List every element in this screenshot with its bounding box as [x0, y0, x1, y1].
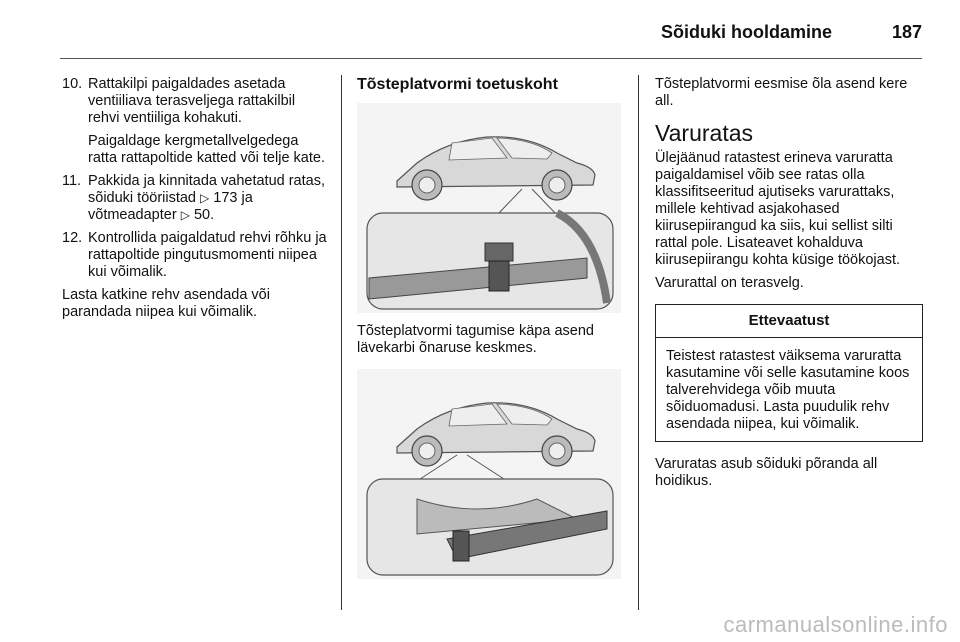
- column-divider-2: [638, 75, 639, 610]
- list-item: [62, 76, 330, 167]
- page-number: 187: [891, 22, 922, 42]
- list-number: 11.: [62, 173, 82, 189]
- warning-title: Ettevaatust: [656, 305, 922, 338]
- warning-text: Teistest ratastest väiksema varuratta kasutamine või selle kasutamine koos talverehvidega võib muuta sõiduomadusi. Lasta puudulik rehv asendada niipea, kui võimalik.: [666, 348, 910, 432]
- list-number: 10.: [62, 76, 83, 92]
- column-left: [62, 76, 330, 327]
- subheading: Tõsteplatvormi toetuskoht: [357, 76, 558, 93]
- list-text: Rattakilpi paigaldades asetada ventiiliava terasveljega rattakilbil rehvi ventiiliga kohakuti.: [88, 76, 296, 126]
- figure-front-lift-point: [357, 103, 621, 313]
- list-item: [62, 173, 330, 224]
- page-reference[interactable]: 173: [213, 190, 238, 206]
- list-number: 12.: [62, 230, 83, 246]
- watermark: carmanualsonline.info: [723, 612, 948, 637]
- intro-text: Tõsteplatvormi eesmise õla asend kere all.: [655, 76, 908, 109]
- list-text: Paigaldage kergmetallvelgedega ratta rattapoltide katted või telje kate.: [88, 133, 325, 166]
- list-text: Pakkida ja kinnitada vahetatud ratas, sõiduki tööriistad ▷ 173 ja võtmeadapter ▷ 50.: [88, 173, 325, 223]
- paragraph: Ülejäänud ratastest erineva varuratta paigaldamisel võib see ratas olla klassifitseeritud ajutiseks varurattaks, millele kehtivad asjakohased kiirusepiirangud ka siis, kui sellist silti rattal pole. Lisateavet kohalduva kiirusepiirangu kohta küsige töökojast.: [655, 150, 901, 268]
- figure-rear-lift-point: [357, 369, 621, 579]
- list-text: Kontrollida paigaldatud rehvi rõhku ja rattapoltide pingutusmomenti niipea kui võimalik.: [88, 230, 327, 280]
- reference-arrow-icon: ▷: [180, 208, 190, 222]
- column-middle: [357, 76, 623, 589]
- paragraph: Varuratas asub sõiduki põranda all hoidikus.: [655, 456, 878, 489]
- closing-text: Lasta katkine rehv asendada või parandada niipea kui võimalik.: [62, 287, 270, 320]
- reference-arrow-icon: ▷: [200, 191, 210, 205]
- header-rule: [60, 58, 922, 59]
- list-item: [62, 230, 330, 281]
- column-divider-1: [341, 75, 342, 610]
- section-title: Sõiduki hooldamine: [660, 22, 832, 42]
- page-header: [0, 0, 960, 62]
- figure-caption: Tõsteplatvormi tagumise käpa asend lävekarbi õnaruse keskmes.: [357, 323, 594, 356]
- column-right: [655, 76, 923, 496]
- paragraph: Varurattal on terasvelg.: [655, 275, 804, 291]
- warning-box: [655, 304, 923, 442]
- page-reference[interactable]: 50: [193, 207, 211, 223]
- section-heading: Varuratas: [655, 120, 754, 146]
